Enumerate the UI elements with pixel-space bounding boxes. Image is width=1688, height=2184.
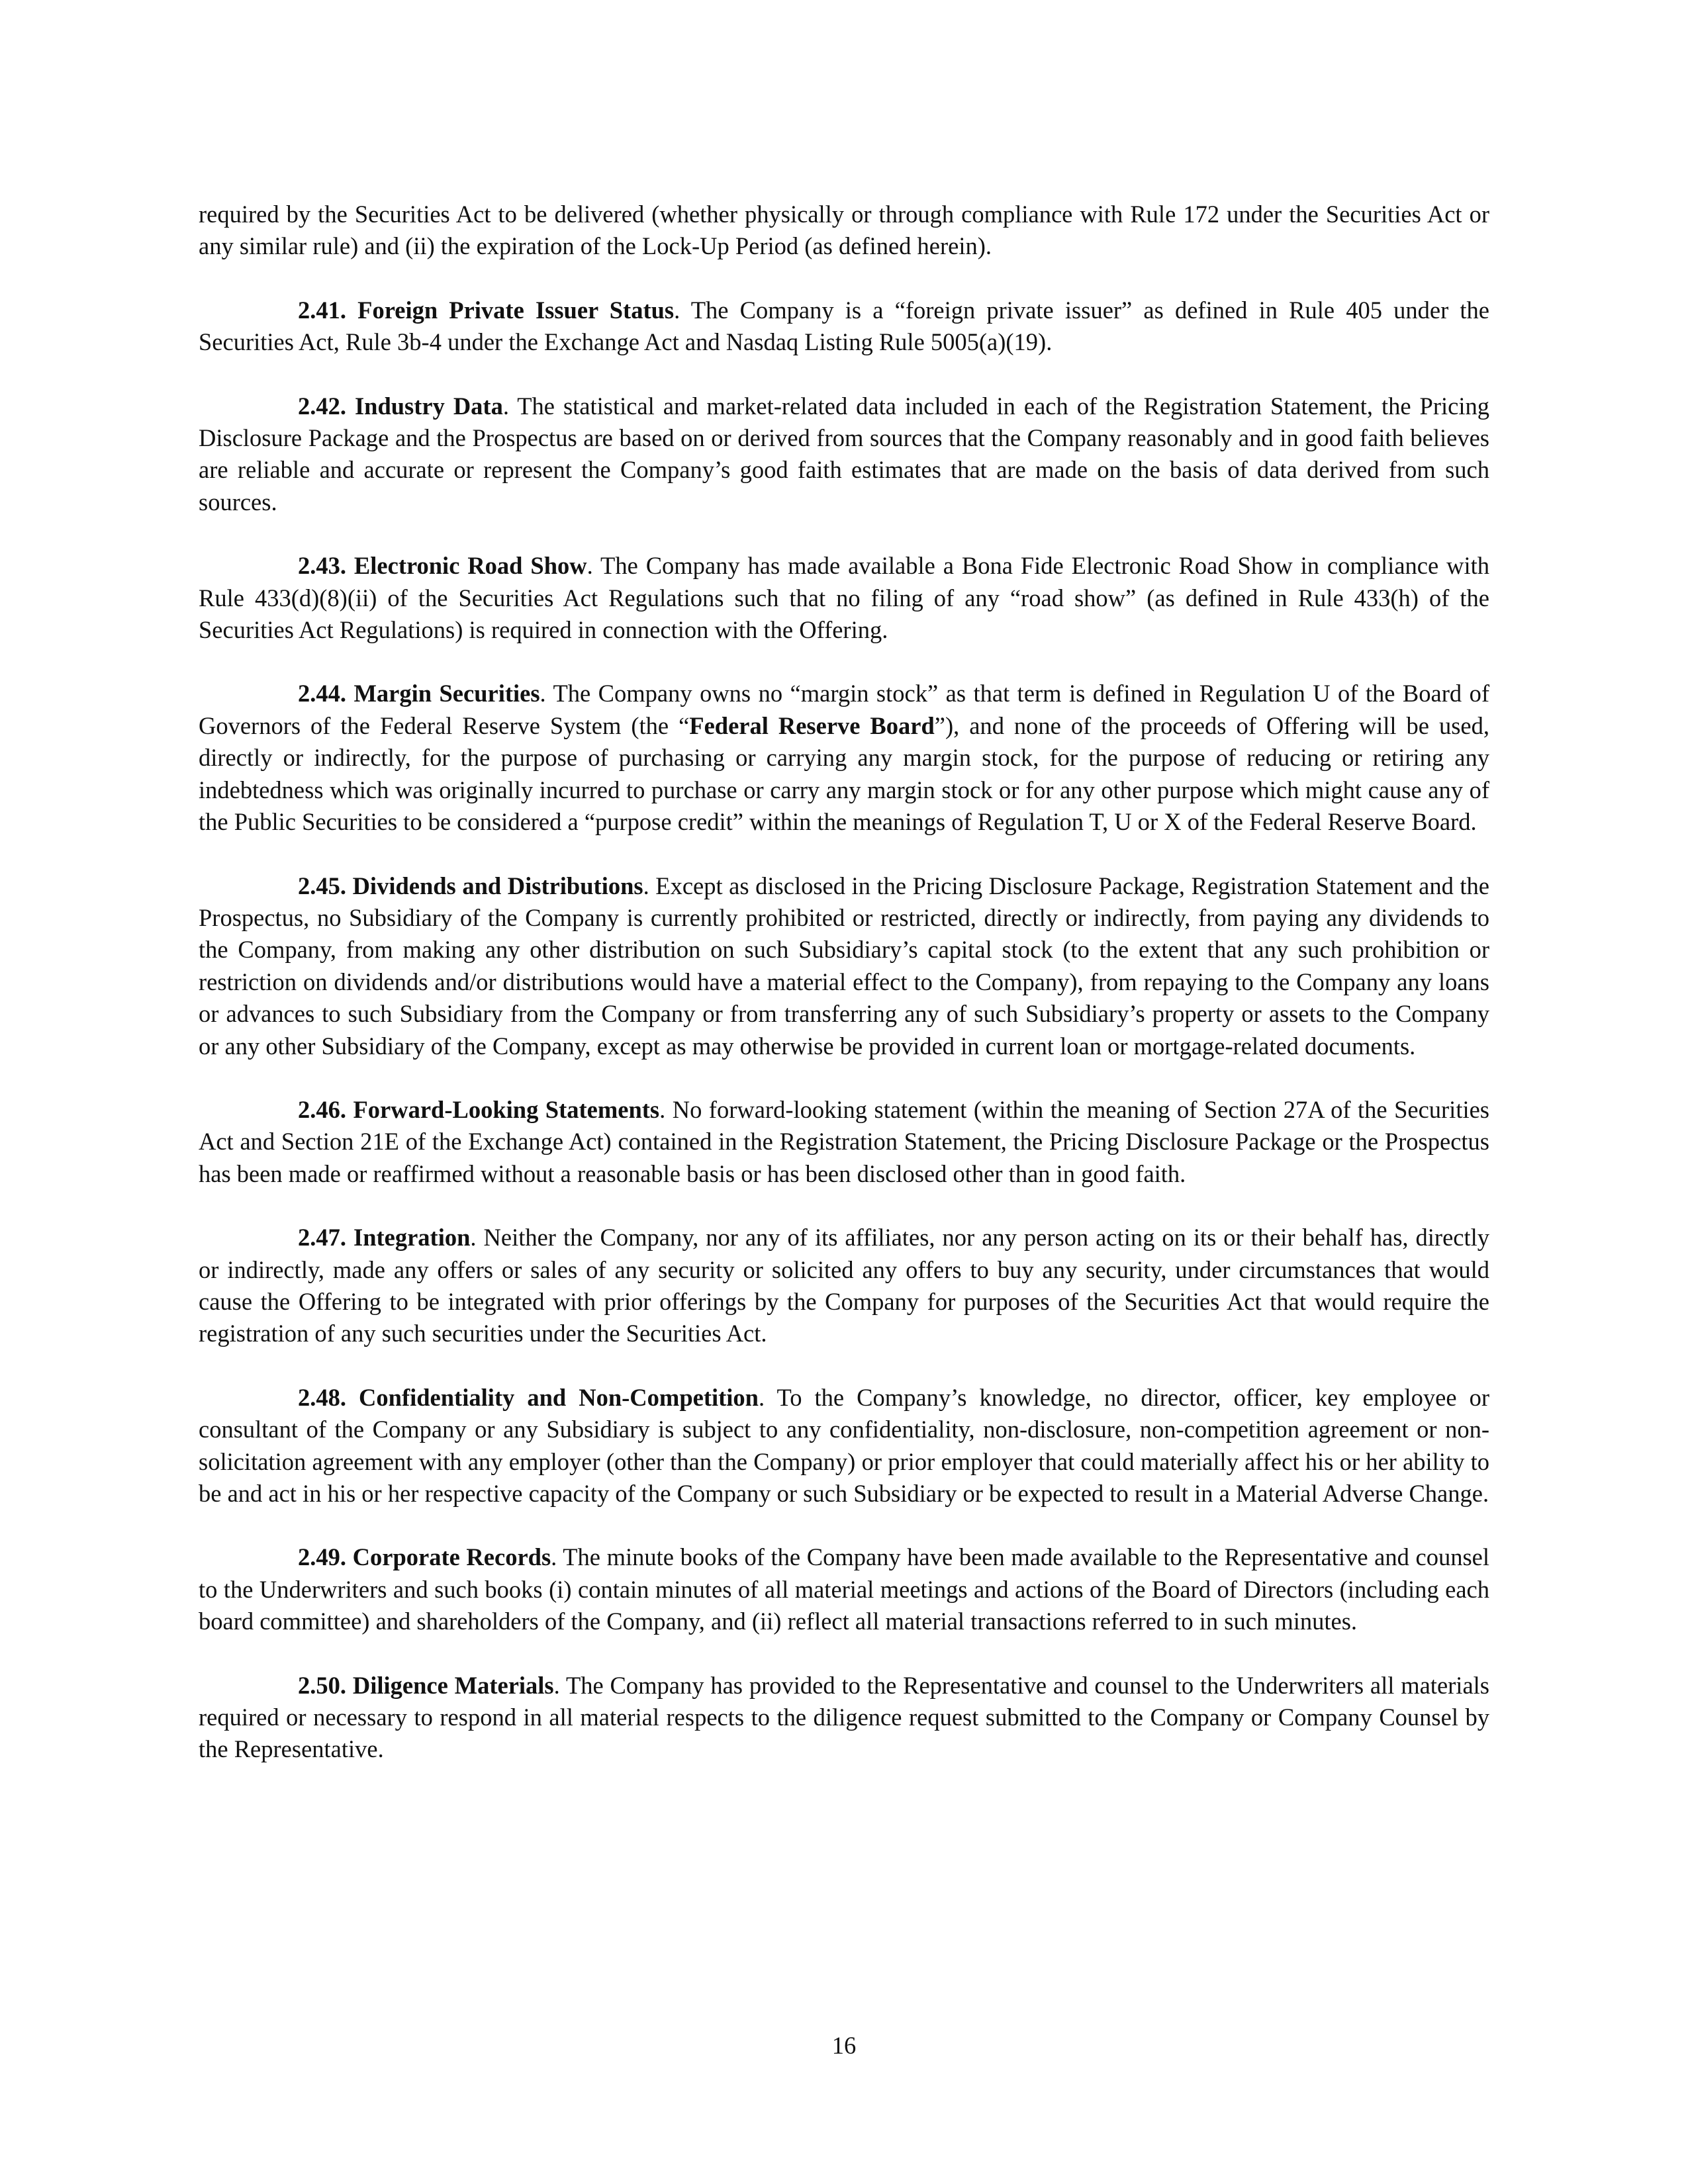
section-heading: 2.43. Electronic Road Show <box>298 552 587 580</box>
section-heading: 2.47. Integration <box>298 1224 471 1251</box>
section-2-47 <box>199 1222 1489 1350</box>
section-2-49 <box>199 1541 1489 1637</box>
section-2-45 <box>199 870 1489 1062</box>
section-body: . The Company is a “foreign private issuer” as defined in Rule 405 under the Securities Act, Rule 3b-4 under the Exchange Act and Nasdaq Listing Rule 5005(a)(19). <box>199 296 1489 356</box>
page-number: 16 <box>831 2032 857 2059</box>
section-body: . No forward-looking statement (within the meaning of Section 27A of the Securities Act and Section 21E of the Exchange Act) contained in the Registration Statement, the Pricing Disclosure Package or the Prospectus has been made or reaffirmed without a reasonable basis or has been disclosed other than in good faith. <box>199 1095 1490 1187</box>
section-2-43 <box>199 550 1489 646</box>
section-heading: 2.45. Dividends and Distributions <box>298 872 643 899</box>
section-heading: 2.49. Corporate Records <box>298 1543 551 1571</box>
section-2-48 <box>199 1382 1489 1510</box>
section-body: . The Company owns no “margin stock” as that term is defined in Regulation U of the Board of Governors of the Federal Reserve System (the “ <box>199 680 1489 739</box>
section-heading: 2.44. Margin Securities <box>298 680 540 707</box>
section-body-continued: ”), and none of the proceeds of Offering will be used, directly or indirectly, for the purpose of purchasing or carrying any margin stock, for the purpose of reducing or retiring any indebtedness which was originally incurred to purchase or carry any margin stock or for any other purpose which might cause any of the Public Securities to be considered a “purpose credit” within the meanings of Regulation T, U or X of the Federal Reserve Board. <box>199 711 1489 836</box>
section-body: . Except as disclosed in the Pricing Disclosure Package, Registration Statement and the Prospectus, no Subsidiary of the Company is currently prohibited or restricted, directly or indirectly, from paying any dividends to the Company, from making any other distribution on such Subsidiary’s capital stock (to the extent that any such prohibition or restriction on dividends and/or distributions would have a material effect to the Company), from repaying to the Company any loans or advances to such Subsidiary from the Company or from transferring any of such Subsidiary’s property or assets to the Company or any other Subsidiary of the Company, except as may otherwise be provided in current loan or mortgage-related documents. <box>199 872 1489 1060</box>
section-body: . To the Company’s knowledge, no director, officer, key employee or consultant of the Company or any Subsidiary is subject to any confidentiality, non-disclosure, non-competition agreement or non-solicitation agreement with any employer (other than the Company) or prior employer that could materially affect his or her ability to be and act in his or her respective capacity of the Company or such Subsidiary or be expected to result in a Material Adverse Change. <box>199 1383 1489 1507</box>
section-body: . The minute books of the Company have been made available to the Representative and counsel to the Underwriters and such books (i) contain minutes of all material meetings and actions of the Board of Directors (including each board committee) and shareholders of the Company, and (ii) reflect all material transactions referred to in such minutes. <box>199 1543 1489 1635</box>
section-2-46 <box>199 1094 1489 1190</box>
section-2-41 <box>199 295 1489 359</box>
section-heading: 2.50. Diligence Materials <box>298 1671 554 1699</box>
intro-text: required by the Securities Act to be delivered (whether physically or through compliance with Rule 172 under the Securities Act or any similar rule) and (ii) the expiration of the Lock-Up Period (as defined herein). <box>199 201 1489 260</box>
document-body <box>199 199 1489 1797</box>
section-2-42 <box>199 390 1489 519</box>
defined-term: Federal Reserve Board <box>689 711 935 739</box>
section-body: . Neither the Company, nor any of its affiliates, nor any person acting on its or their behalf has, directly or indirectly, made any offers or sales of any security or solicited any offers to buy any security, under circumstances that would cause the Offering to be integrated with prior offerings by the Company for purposes of the Securities Act that would require the registration of any such securities under the Securities Act. <box>199 1224 1490 1347</box>
section-heading: 2.41. Foreign Private Issuer Status <box>298 296 675 324</box>
section-body: . The Company has made available a Bona Fide Electronic Road Show in compliance with Rule 433(d)(8)(ii) of the Securities Act Regulations such that no filing of any “road show” (as defined in Rule 433(h) of the Securities Act Regulations) is required in connection with the Offering. <box>199 552 1489 644</box>
section-heading: 2.42. Industry Data <box>298 392 503 420</box>
section-body: . The Company has provided to the Representative and counsel to the Underwriters all materials required or necessary to respond in all material respects to the diligence request submitted to the Company or Company Counsel by the Representative. <box>199 1671 1489 1763</box>
section-body: . The statistical and market-related data included in each of the Registration Statement, the Pricing Disclosure Package and the Prospectus are based on or derived from sources that the Company reasonably and in good faith believes are reliable and accurate or represent the Company’s good faith estimates that are made on the basis of data derived from such sources. <box>199 392 1489 516</box>
section-2-50 <box>199 1670 1489 1766</box>
intro-paragraph <box>199 199 1489 263</box>
section-heading: 2.46. Forward-Looking Statements <box>298 1095 660 1123</box>
section-heading: 2.48. Confidentiality and Non-Competition <box>298 1383 759 1411</box>
section-2-44 <box>199 678 1489 838</box>
